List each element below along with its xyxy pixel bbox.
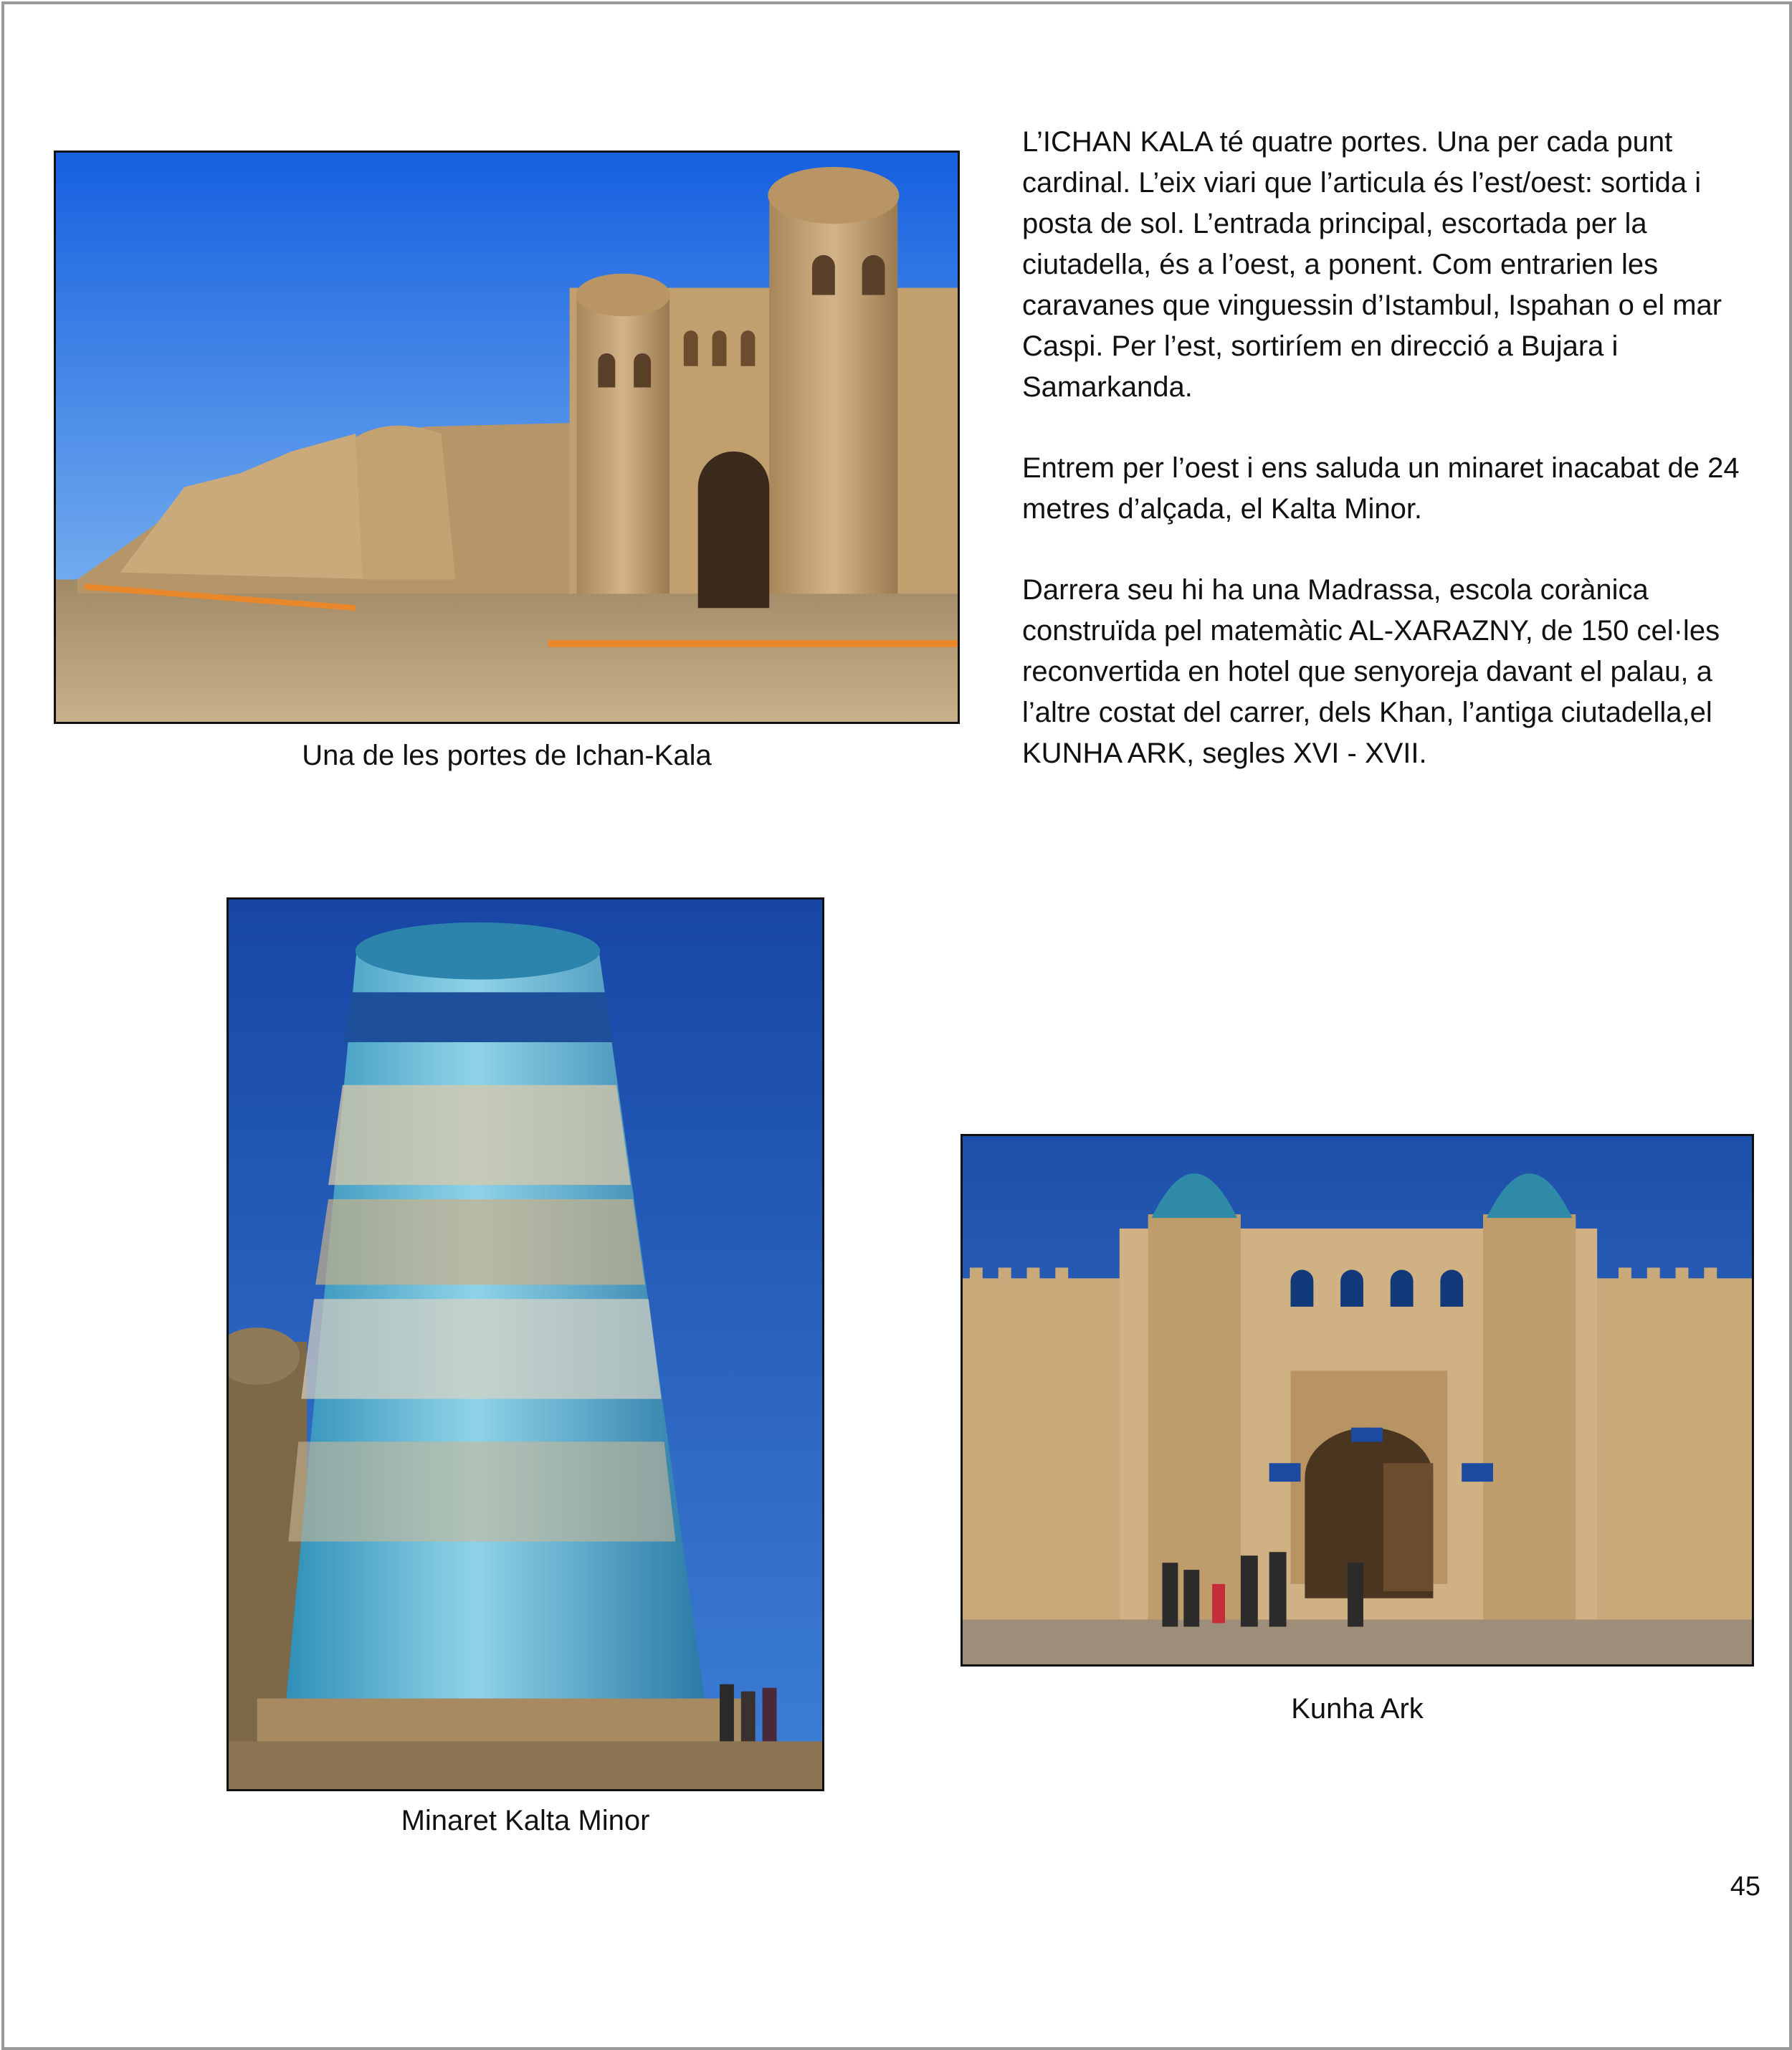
paragraph-entrance: Entrem per l’oest i ens saluda un minaret inacabat de 24 metres d’alçada, el Kalta Minor. [1022, 452, 1740, 525]
page-number: 45 [1730, 1872, 1760, 1902]
caption-gate: Una de les portes de Ichan-Kala [302, 740, 712, 771]
paragraph-gates: L’ICHAN KALA té quatre portes. Una per cada punt cardinal. L’eix viari que l’articula és l’est/oest: sortida i posta de sol. L’entrada principal, escortada per la ciutadella, és a l’oest, a ponent. Com entrarien les caravanes que vinguessin d’Istambul, Ispahan o el mar Caspi. Per l’est, sortiríem en direcció a Bujara i Samarkanda. [1022, 126, 1722, 403]
minaret-illustration [229, 900, 822, 1789]
paragraph-madrassa: Darrera seu hi ha una Madrassa, escola corànica construïda pel matemàtic AL-XARAZNY, de 150 cel·les reconvertida en hotel que senyoreja davant el palau, a l’altre costat del carrer, dels Khan, l’antiga ciutadella,el KUNHA ARK, segles XVI - XVII. [1022, 574, 1720, 769]
photo-ichan-kala-gate [54, 151, 960, 724]
caption-ark: Kunha Ark [1291, 1693, 1424, 1725]
photo-kalta-minor [227, 897, 824, 1791]
photo-kunha-ark [961, 1134, 1754, 1667]
ark-illustration [963, 1136, 1752, 1664]
caption-minaret: Minaret Kalta Minor [401, 1805, 650, 1836]
gate-illustration [56, 153, 958, 722]
article-text [1022, 122, 1768, 814]
